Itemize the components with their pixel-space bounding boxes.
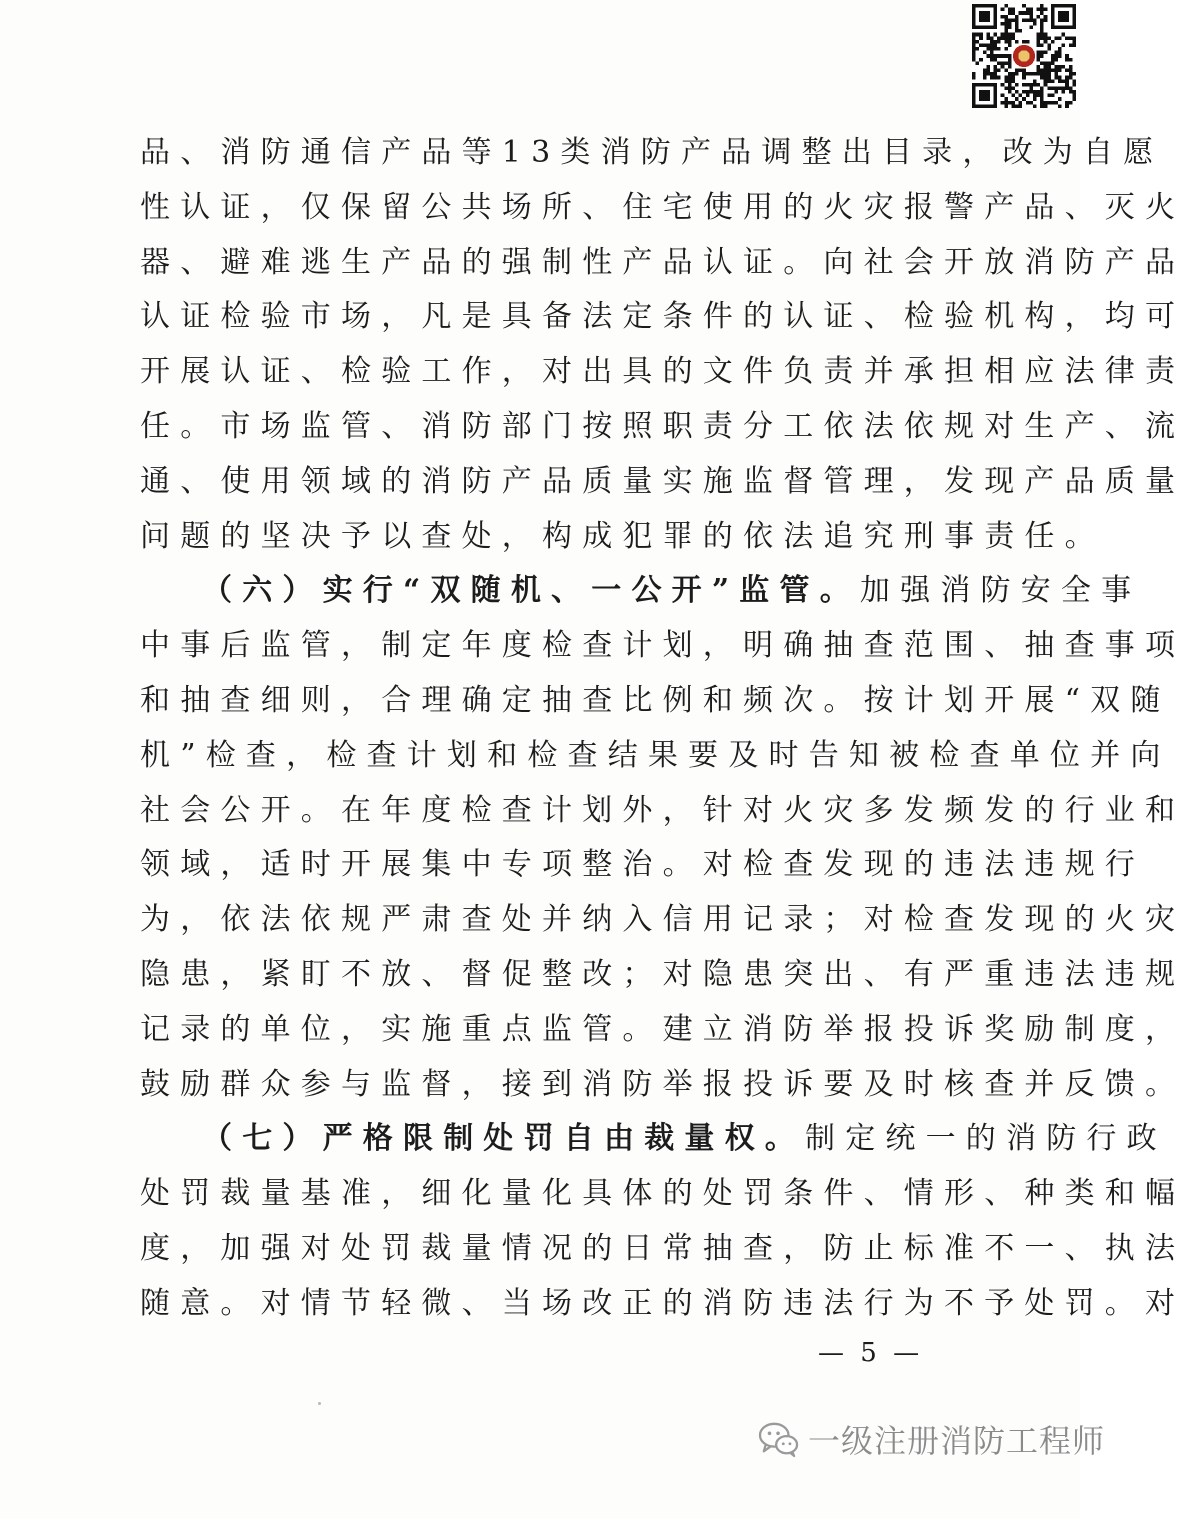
paragraph-line: 和抽查细则，合理确定抽查比例和频次。按计划开展“双随 [140, 682, 1171, 718]
paragraph-line: 鼓励群众参与监督，接到消防举报投诉要及时核查并反馈。 [140, 1066, 1185, 1102]
paragraph-line: 社会公开。在年度检查计划外，针对火灾多发频发的行业和 [140, 792, 1185, 828]
section-7-heading: （七）严格限制处罚自由裁量权。 [202, 1121, 805, 1157]
paragraph-line: 中事后监管，制定年度检查计划，明确抽查范围、抽查事项 [140, 628, 1185, 664]
paragraph-line: 领域，适时开展集中专项整治。对检查发现的违法违规行 [140, 847, 1145, 883]
section-6-heading: （六）实行“双随机、一公开”监管。 [202, 573, 860, 609]
section-7-first-line [140, 1112, 1167, 1167]
footer-brand [758, 1412, 1105, 1466]
paragraph-line: 处罚裁量基准，细化量化具体的处罚条件、情形、种类和幅 [140, 1176, 1185, 1212]
paragraph-line: 通、使用领域的消防产品质量实施监督管理，发现产品质量 [140, 463, 1185, 499]
document-body [140, 126, 1185, 1332]
page-number: — 5 — [818, 1338, 924, 1368]
paragraph-line: 隐患，紧盯不放、督促整改；对隐患突出、有严重违法违规 [140, 956, 1185, 992]
paragraph-line: 性认证，仅保留公共场所、住宅使用的火灾报警产品、灭火 [140, 189, 1185, 225]
wechat-icon [758, 1420, 800, 1458]
paragraph-line: 认证检验市场，凡是具备法定条件的认证、检验机构，均可 [140, 299, 1185, 335]
section-6-first-line [140, 564, 1142, 619]
qr-code-icon [972, 4, 1076, 108]
paragraph-line: 问题的坚决予以查处，构成犯罪的依法追究刑事责任。 [140, 518, 1105, 554]
paragraph-line: 品、消防通信产品等13类消防产品调整出目录，改为自愿 [140, 135, 1164, 170]
paragraph-line: 开展认证、检验工作，对出具的文件负责并承担相应法律责 [140, 354, 1185, 390]
footer-brand-text: 一级注册消防工程师 [808, 1422, 1106, 1460]
paragraph-line: 度，加强对处罚裁量情况的日常抽查，防止标准不一、执法 [140, 1230, 1185, 1266]
paragraph-line: 器、避难逃生产品的强制性产品认证。向社会开放消防产品 [140, 244, 1185, 280]
section-6-text: 加强消防安全事 [859, 573, 1142, 609]
paragraph-line: 任。市场监管、消防部门按照职责分工依法依规对生产、流 [140, 408, 1185, 444]
paragraph-line: 为，依法依规严肃查处并纳入信用记录；对检查发现的火灾 [140, 902, 1185, 938]
paragraph-line: 记录的单位，实施重点监管。建立消防举报投诉奖励制度， [140, 1011, 1185, 1047]
paragraph-line: 随意。对情节轻微、当场改正的消防违法行为不予处罚。对 [140, 1285, 1185, 1321]
paragraph-line: 机”检查，检查计划和检查结果要及时告知被检查单位并向 [140, 737, 1171, 773]
section-7-text: 制定统一的消防行政 [805, 1121, 1167, 1157]
paper-speck [318, 1402, 321, 1405]
